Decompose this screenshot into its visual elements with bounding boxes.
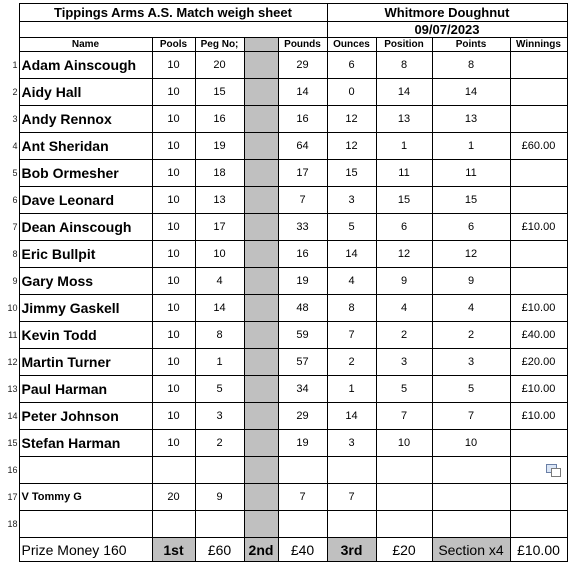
table-row bbox=[0, 295, 567, 322]
pools-cell[interactable]: 10 bbox=[152, 214, 195, 241]
peg-cell[interactable]: 16 bbox=[195, 106, 244, 133]
ounces-cell[interactable]: 14 bbox=[327, 403, 376, 430]
pounds-cell[interactable]: 33 bbox=[278, 214, 327, 241]
winnings-cell[interactable] bbox=[510, 106, 567, 133]
pounds-cell[interactable]: 7 bbox=[278, 484, 327, 511]
points-cell[interactable]: 1 bbox=[432, 133, 510, 160]
row-number: 3 bbox=[0, 106, 19, 133]
row-number: 2 bbox=[0, 79, 19, 106]
pools-cell[interactable]: 10 bbox=[152, 268, 195, 295]
ounces-cell[interactable]: 1 bbox=[327, 376, 376, 403]
row-number: 5 bbox=[0, 160, 19, 187]
grey-spacer-cell[interactable] bbox=[244, 511, 278, 538]
table-row bbox=[0, 106, 567, 133]
peg-cell[interactable] bbox=[195, 457, 244, 484]
pools-cell[interactable]: 10 bbox=[152, 160, 195, 187]
name-cell[interactable]: Martin Turner bbox=[19, 349, 152, 376]
points-cell[interactable]: 11 bbox=[432, 160, 510, 187]
grey-spacer-cell[interactable] bbox=[244, 187, 278, 214]
ounces-cell[interactable]: 2 bbox=[327, 349, 376, 376]
grey-spacer-cell[interactable] bbox=[244, 295, 278, 322]
table-row bbox=[0, 187, 567, 214]
table-row bbox=[0, 457, 567, 484]
ounces-cell[interactable]: 8 bbox=[327, 295, 376, 322]
position-cell[interactable]: 5 bbox=[376, 376, 432, 403]
row-number: 13 bbox=[0, 376, 19, 403]
pounds-cell[interactable]: 29 bbox=[278, 403, 327, 430]
table-row bbox=[0, 403, 567, 430]
pounds-cell[interactable]: 16 bbox=[278, 241, 327, 268]
name-cell[interactable]: Kevin Todd bbox=[19, 322, 152, 349]
ounces-cell[interactable]: 3 bbox=[327, 187, 376, 214]
ounces-cell[interactable]: 7 bbox=[327, 322, 376, 349]
winnings-cell[interactable]: £60.00 bbox=[510, 133, 567, 160]
venue-title[interactable]: Whitmore Doughnut bbox=[327, 4, 567, 22]
winnings-cell[interactable] bbox=[510, 511, 567, 538]
header-row bbox=[0, 38, 567, 52]
blank-cell[interactable] bbox=[19, 22, 327, 38]
row-number: 16 bbox=[0, 457, 19, 484]
position-cell[interactable]: 7 bbox=[376, 403, 432, 430]
points-cell[interactable]: 15 bbox=[432, 187, 510, 214]
peg-cell[interactable]: 15 bbox=[195, 79, 244, 106]
name-cell[interactable] bbox=[19, 511, 152, 538]
peg-cell[interactable]: 9 bbox=[195, 484, 244, 511]
footer-row bbox=[0, 538, 567, 562]
peg-cell[interactable]: 10 bbox=[195, 241, 244, 268]
pounds-cell[interactable]: 59 bbox=[278, 322, 327, 349]
ounces-cell[interactable]: 12 bbox=[327, 106, 376, 133]
paste-options-icon[interactable] bbox=[546, 464, 560, 476]
position-cell[interactable]: 10 bbox=[376, 430, 432, 457]
winnings-cell[interactable] bbox=[510, 457, 567, 484]
points-cell[interactable]: 12 bbox=[432, 241, 510, 268]
header-name[interactable]: Name bbox=[19, 38, 152, 52]
ounces-cell[interactable]: 6 bbox=[327, 52, 376, 79]
pounds-cell[interactable]: 64 bbox=[278, 133, 327, 160]
row-number: 18 bbox=[0, 511, 19, 538]
peg-cell[interactable]: 13 bbox=[195, 187, 244, 214]
grey-spacer-cell[interactable] bbox=[244, 38, 278, 52]
position-cell[interactable]: 12 bbox=[376, 241, 432, 268]
grey-spacer-cell[interactable] bbox=[244, 133, 278, 160]
second-place-amount[interactable]: £40 bbox=[278, 538, 327, 562]
row-number: 1 bbox=[0, 52, 19, 79]
winnings-cell[interactable] bbox=[510, 187, 567, 214]
position-cell[interactable] bbox=[376, 511, 432, 538]
name-cell[interactable] bbox=[19, 457, 152, 484]
pools-cell[interactable]: 20 bbox=[152, 484, 195, 511]
peg-cell[interactable]: 3 bbox=[195, 403, 244, 430]
peg-cell[interactable]: 4 bbox=[195, 268, 244, 295]
position-cell[interactable]: 1 bbox=[376, 133, 432, 160]
grey-spacer-cell[interactable] bbox=[244, 457, 278, 484]
points-cell[interactable]: 13 bbox=[432, 106, 510, 133]
row-number: 7 bbox=[0, 214, 19, 241]
position-cell[interactable]: 6 bbox=[376, 214, 432, 241]
name-cell[interactable]: Bob Ormesher bbox=[19, 160, 152, 187]
position-cell[interactable]: 14 bbox=[376, 79, 432, 106]
name-cell[interactable]: V Tommy G bbox=[19, 484, 152, 511]
name-cell[interactable]: Ant Sheridan bbox=[19, 133, 152, 160]
pools-cell[interactable]: 10 bbox=[152, 133, 195, 160]
row-number: 17 bbox=[0, 484, 19, 511]
header-position[interactable]: Position bbox=[376, 38, 432, 52]
grey-spacer-cell[interactable] bbox=[244, 79, 278, 106]
pounds-cell[interactable] bbox=[278, 457, 327, 484]
ounces-cell[interactable]: 5 bbox=[327, 214, 376, 241]
weigh-sheet-table bbox=[0, 3, 568, 562]
winnings-cell[interactable]: £10.00 bbox=[510, 403, 567, 430]
position-cell[interactable]: 11 bbox=[376, 160, 432, 187]
table-row bbox=[0, 349, 567, 376]
row-number: 8 bbox=[0, 241, 19, 268]
table-row bbox=[0, 79, 567, 106]
grey-spacer-cell[interactable] bbox=[244, 349, 278, 376]
pools-cell[interactable]: 10 bbox=[152, 241, 195, 268]
pounds-cell[interactable]: 19 bbox=[278, 430, 327, 457]
grey-spacer-cell[interactable] bbox=[244, 322, 278, 349]
pounds-cell[interactable]: 14 bbox=[278, 79, 327, 106]
pools-cell[interactable]: 10 bbox=[152, 106, 195, 133]
peg-cell[interactable] bbox=[195, 511, 244, 538]
grey-spacer-cell[interactable] bbox=[244, 106, 278, 133]
row-number: 14 bbox=[0, 403, 19, 430]
ounces-cell[interactable]: 3 bbox=[327, 430, 376, 457]
table-row bbox=[0, 484, 567, 511]
name-cell[interactable]: Eric Bullpit bbox=[19, 241, 152, 268]
row-number: 15 bbox=[0, 430, 19, 457]
row-number: 11 bbox=[0, 322, 19, 349]
grey-spacer-cell[interactable] bbox=[244, 403, 278, 430]
section-amount[interactable]: £10.00 bbox=[510, 538, 567, 562]
points-cell[interactable]: 5 bbox=[432, 376, 510, 403]
name-cell[interactable]: Stefan Harman bbox=[19, 430, 152, 457]
name-cell[interactable]: Gary Moss bbox=[19, 268, 152, 295]
winnings-cell[interactable]: £10.00 bbox=[510, 214, 567, 241]
pounds-cell[interactable]: 7 bbox=[278, 187, 327, 214]
pounds-cell[interactable]: 19 bbox=[278, 268, 327, 295]
points-cell[interactable] bbox=[432, 511, 510, 538]
grey-spacer-cell[interactable] bbox=[244, 160, 278, 187]
row-number: 4 bbox=[0, 133, 19, 160]
name-cell[interactable]: Peter Johnson bbox=[19, 403, 152, 430]
ounces-cell[interactable]: 12 bbox=[327, 133, 376, 160]
sheet-title[interactable]: Tippings Arms A.S. Match weigh sheet bbox=[19, 4, 327, 22]
name-cell[interactable]: Dean Ainscough bbox=[19, 214, 152, 241]
header-winnings[interactable]: Winnings bbox=[510, 38, 567, 52]
header-ounces[interactable]: Ounces bbox=[327, 38, 376, 52]
winnings-cell[interactable] bbox=[510, 160, 567, 187]
winnings-cell[interactable]: £10.00 bbox=[510, 376, 567, 403]
winnings-cell[interactable]: £40.00 bbox=[510, 322, 567, 349]
prize-money-cell[interactable]: Prize Money 160 bbox=[19, 538, 152, 562]
pounds-cell[interactable]: 29 bbox=[278, 52, 327, 79]
ounces-cell[interactable]: 4 bbox=[327, 268, 376, 295]
row-number: 6 bbox=[0, 187, 19, 214]
pools-cell[interactable]: 10 bbox=[152, 295, 195, 322]
pounds-cell[interactable]: 57 bbox=[278, 349, 327, 376]
header-pools[interactable]: Pools bbox=[152, 38, 195, 52]
grey-spacer-cell[interactable] bbox=[244, 214, 278, 241]
name-cell[interactable]: Aidy Hall bbox=[19, 79, 152, 106]
table-row bbox=[0, 214, 567, 241]
pools-cell[interactable] bbox=[152, 457, 195, 484]
peg-cell[interactable]: 19 bbox=[195, 133, 244, 160]
name-cell[interactable]: Dave Leonard bbox=[19, 187, 152, 214]
grey-spacer-cell[interactable] bbox=[244, 268, 278, 295]
row-number: 10 bbox=[0, 295, 19, 322]
peg-cell[interactable]: 5 bbox=[195, 376, 244, 403]
position-cell[interactable]: 8 bbox=[376, 52, 432, 79]
peg-cell[interactable]: 14 bbox=[195, 295, 244, 322]
date-row bbox=[0, 22, 567, 38]
table-row bbox=[0, 511, 567, 538]
ounces-cell[interactable]: 0 bbox=[327, 79, 376, 106]
table-row bbox=[0, 133, 567, 160]
pounds-cell[interactable]: 16 bbox=[278, 106, 327, 133]
name-cell[interactable]: Paul Harman bbox=[19, 376, 152, 403]
pounds-cell[interactable]: 34 bbox=[278, 376, 327, 403]
table-row bbox=[0, 322, 567, 349]
winnings-cell[interactable] bbox=[510, 79, 567, 106]
pounds-cell[interactable] bbox=[278, 511, 327, 538]
ounces-cell[interactable] bbox=[327, 457, 376, 484]
winnings-cell[interactable] bbox=[510, 241, 567, 268]
peg-cell[interactable]: 8 bbox=[195, 322, 244, 349]
section-label[interactable]: Section x4 bbox=[432, 538, 510, 562]
table-row bbox=[0, 160, 567, 187]
points-cell[interactable]: 6 bbox=[432, 214, 510, 241]
pounds-cell[interactable]: 48 bbox=[278, 295, 327, 322]
ounces-cell[interactable]: 14 bbox=[327, 241, 376, 268]
ounces-cell[interactable] bbox=[327, 511, 376, 538]
points-cell[interactable]: 8 bbox=[432, 52, 510, 79]
third-place-amount[interactable]: £20 bbox=[376, 538, 432, 562]
grey-spacer-cell[interactable] bbox=[244, 241, 278, 268]
table-row bbox=[0, 430, 567, 457]
position-cell[interactable] bbox=[376, 457, 432, 484]
table-row bbox=[0, 52, 567, 79]
position-cell[interactable] bbox=[376, 484, 432, 511]
row-number: 12 bbox=[0, 349, 19, 376]
name-cell[interactable]: Jimmy Gaskell bbox=[19, 295, 152, 322]
name-cell[interactable]: Adam Ainscough bbox=[19, 52, 152, 79]
third-place-label[interactable]: 3rd bbox=[327, 538, 376, 562]
grey-spacer-cell[interactable] bbox=[244, 430, 278, 457]
peg-cell[interactable]: 18 bbox=[195, 160, 244, 187]
second-place-label[interactable]: 2nd bbox=[244, 538, 278, 562]
pools-cell[interactable]: 10 bbox=[152, 79, 195, 106]
winnings-cell[interactable]: £20.00 bbox=[510, 349, 567, 376]
header-pounds[interactable]: Pounds bbox=[278, 38, 327, 52]
points-cell[interactable]: 4 bbox=[432, 295, 510, 322]
table-row bbox=[0, 376, 567, 403]
points-cell[interactable]: 2 bbox=[432, 322, 510, 349]
name-cell[interactable]: Andy Rennox bbox=[19, 106, 152, 133]
ounces-cell[interactable]: 15 bbox=[327, 160, 376, 187]
pounds-cell[interactable]: 17 bbox=[278, 160, 327, 187]
position-cell[interactable]: 3 bbox=[376, 349, 432, 376]
pools-cell[interactable]: 10 bbox=[152, 403, 195, 430]
pools-cell[interactable]: 10 bbox=[152, 187, 195, 214]
position-cell[interactable]: 4 bbox=[376, 295, 432, 322]
position-cell[interactable]: 13 bbox=[376, 106, 432, 133]
points-cell[interactable]: 14 bbox=[432, 79, 510, 106]
grey-spacer-cell[interactable] bbox=[244, 52, 278, 79]
header-points[interactable]: Points bbox=[432, 38, 510, 52]
pools-cell[interactable]: 10 bbox=[152, 349, 195, 376]
points-cell[interactable] bbox=[432, 457, 510, 484]
peg-cell[interactable]: 20 bbox=[195, 52, 244, 79]
table-row bbox=[0, 268, 567, 295]
position-cell[interactable]: 2 bbox=[376, 322, 432, 349]
first-place-amount[interactable]: £60 bbox=[195, 538, 244, 562]
winnings-cell[interactable]: £10.00 bbox=[510, 295, 567, 322]
winnings-cell[interactable] bbox=[510, 52, 567, 79]
pools-cell[interactable]: 10 bbox=[152, 430, 195, 457]
peg-cell[interactable]: 2 bbox=[195, 430, 244, 457]
first-place-label[interactable]: 1st bbox=[152, 538, 195, 562]
grey-spacer-cell[interactable] bbox=[244, 484, 278, 511]
points-cell[interactable] bbox=[432, 484, 510, 511]
peg-cell[interactable]: 1 bbox=[195, 349, 244, 376]
title-row bbox=[0, 4, 567, 22]
points-cell[interactable]: 10 bbox=[432, 430, 510, 457]
pools-cell[interactable]: 10 bbox=[152, 322, 195, 349]
match-date[interactable]: 09/07/2023 bbox=[327, 22, 567, 38]
ounces-cell[interactable]: 7 bbox=[327, 484, 376, 511]
grey-spacer-cell[interactable] bbox=[244, 376, 278, 403]
pools-cell[interactable] bbox=[152, 511, 195, 538]
points-cell[interactable]: 7 bbox=[432, 403, 510, 430]
winnings-cell[interactable] bbox=[510, 268, 567, 295]
points-cell[interactable]: 9 bbox=[432, 268, 510, 295]
points-cell[interactable]: 3 bbox=[432, 349, 510, 376]
table-row bbox=[0, 241, 567, 268]
pools-cell[interactable]: 10 bbox=[152, 376, 195, 403]
winnings-cell[interactable] bbox=[510, 430, 567, 457]
pools-cell[interactable]: 10 bbox=[152, 52, 195, 79]
position-cell[interactable]: 15 bbox=[376, 187, 432, 214]
winnings-cell[interactable] bbox=[510, 484, 567, 511]
peg-cell[interactable]: 17 bbox=[195, 214, 244, 241]
row-number: 9 bbox=[0, 268, 19, 295]
position-cell[interactable]: 9 bbox=[376, 268, 432, 295]
header-peg[interactable]: Peg No; bbox=[195, 38, 244, 52]
